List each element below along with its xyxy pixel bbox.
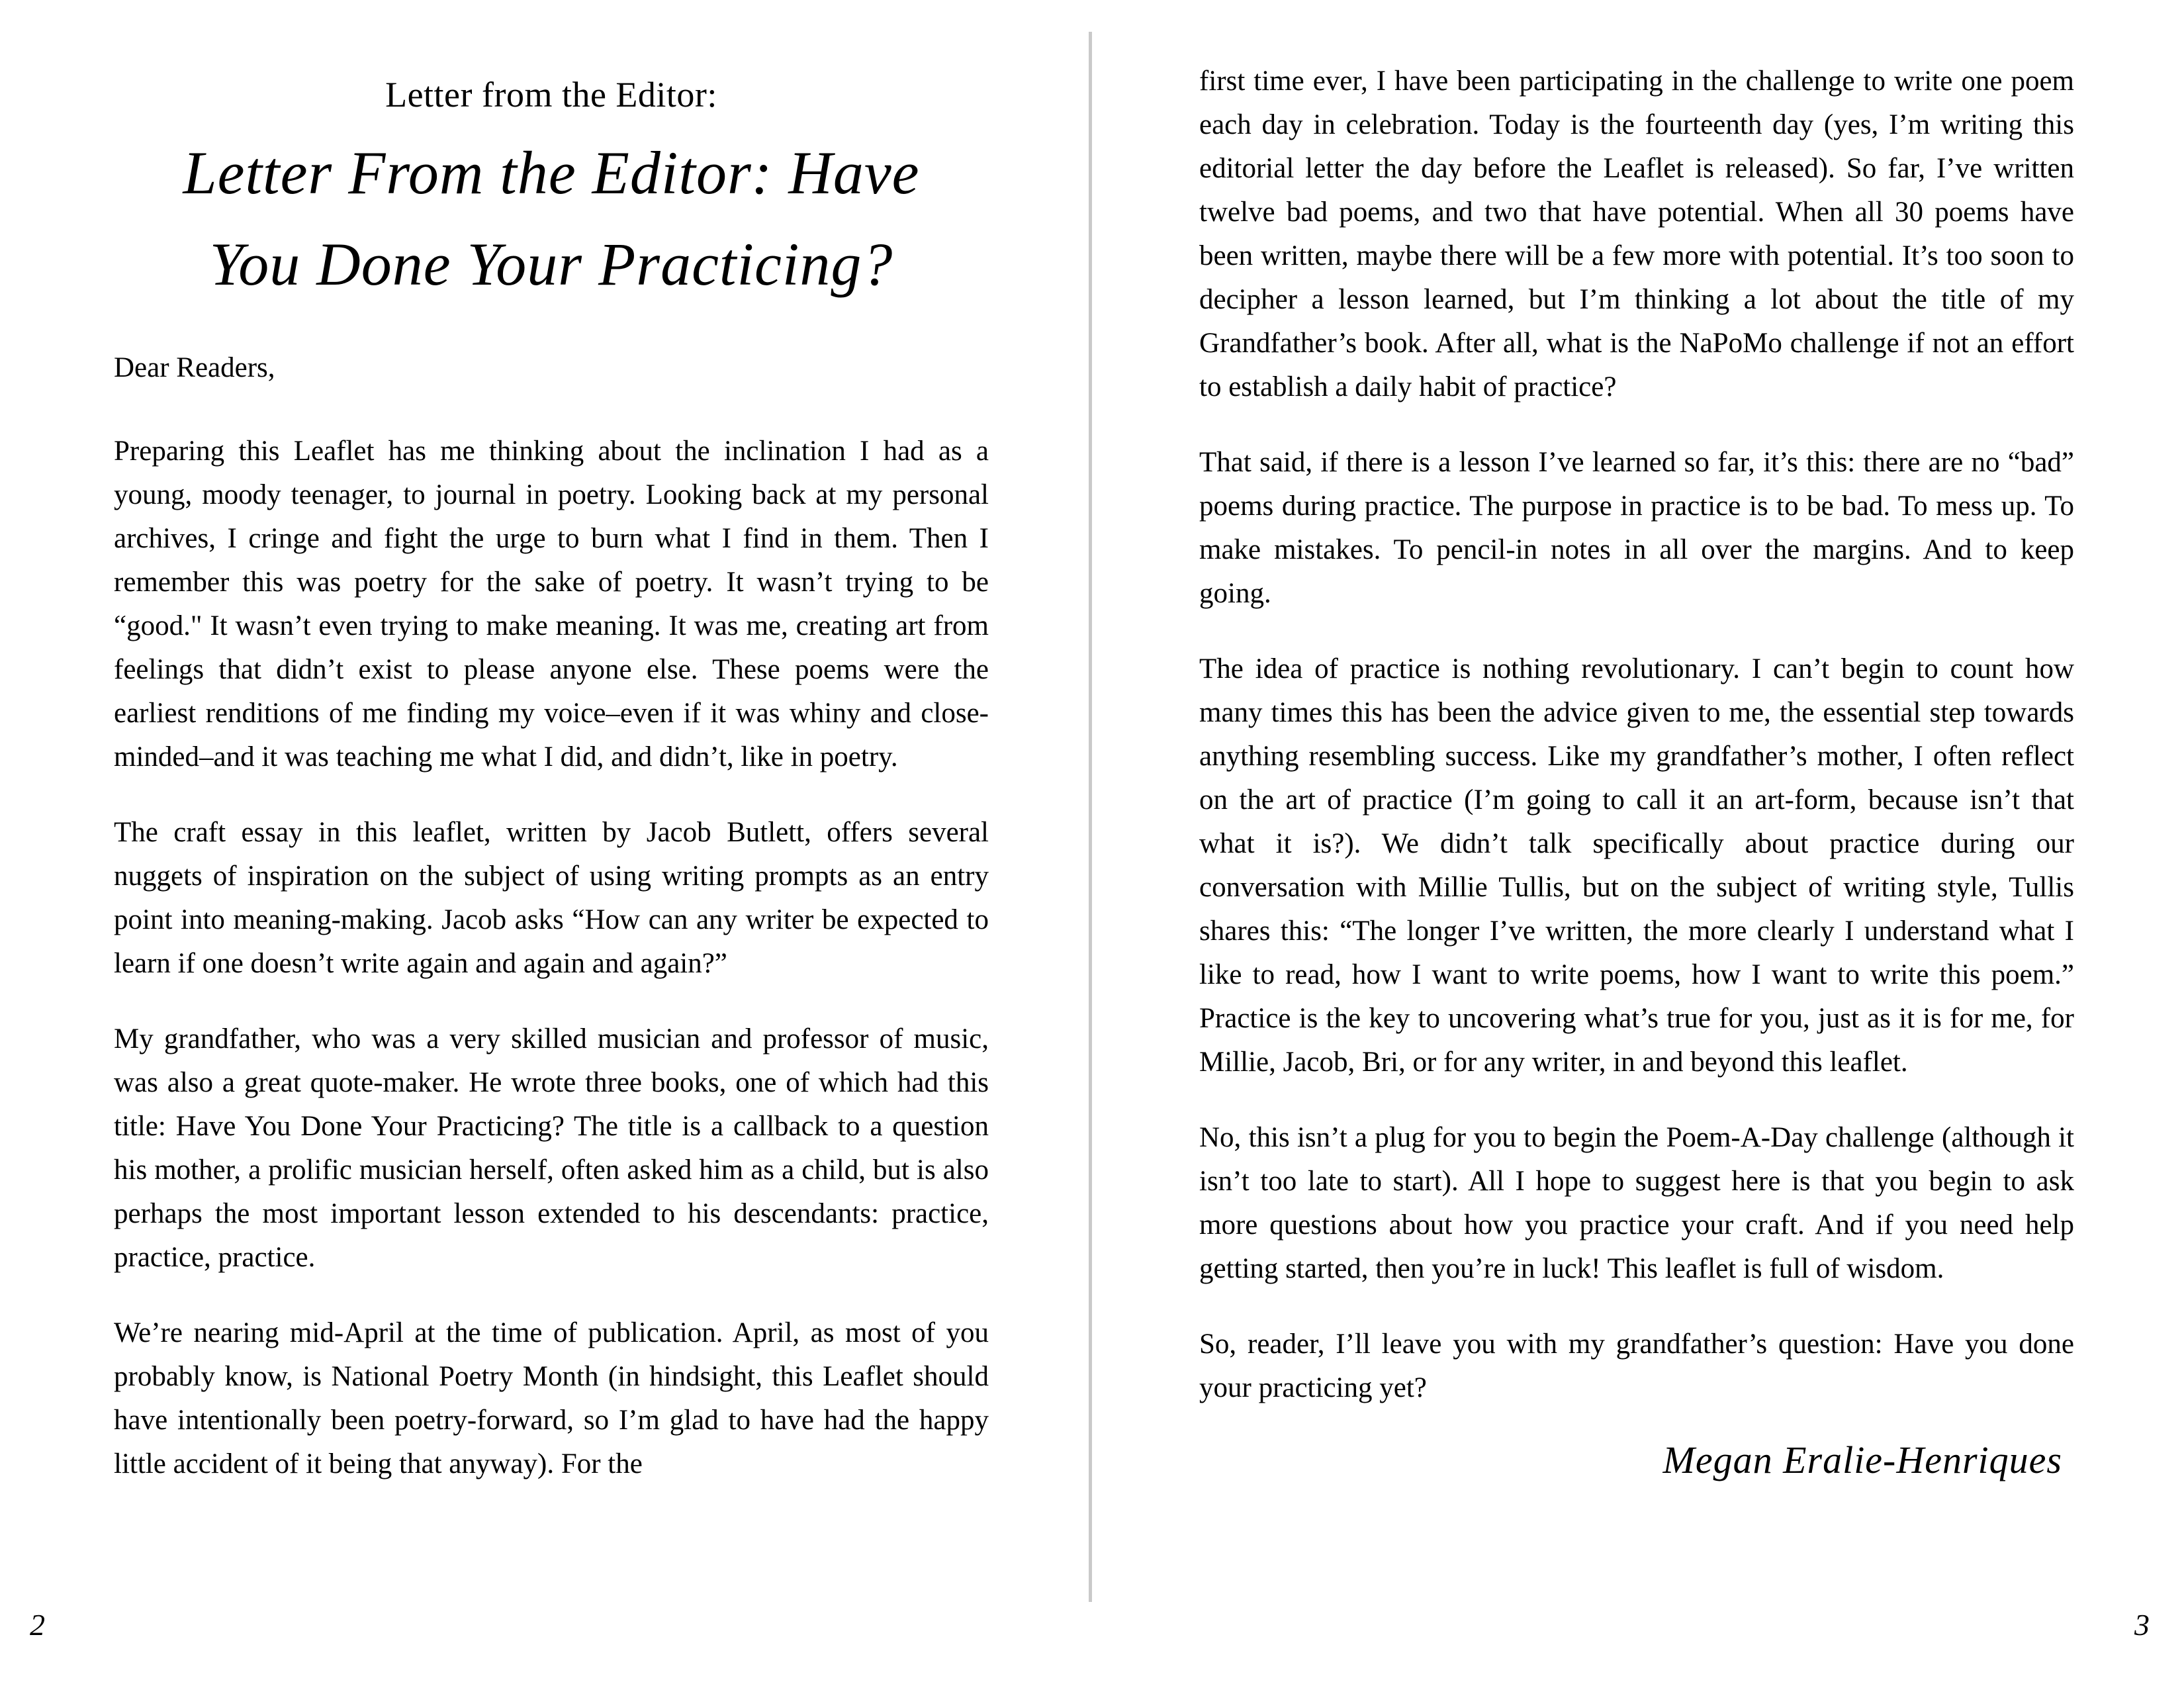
signature: Megan Eralie-Henriques [1662,1438,2062,1481]
page-left [114,74,989,1486]
page-right [1199,60,2074,1482]
paragraph: first time ever, I have been participating in the challenge to write one poem each day in celebration. Today is the fourteenth day (yes, I’m writing this editorial letter the day before the Leaflet is released). So far, I’ve written twelve bad poems, and two that have potential. When all 30 poems have been written, maybe there will be a few more with potential. It’s too soon to decipher a lesson learned, but I’m thinking a lot about the title of my Grandfather’s book. After all, what is the NaPoMo challenge if not an effort to establish a daily habit of practice? [1199,66,2074,402]
paragraph: So, reader, I’ll leave you with my grandfather’s question: Have you done your practicing yet? [1199,1329,2074,1403]
page-number-left: 2 [30,1608,45,1642]
page-divider [1089,32,1092,1602]
page-title: Letter from the Editor: [385,75,717,115]
paragraph: We’re nearing mid-April at the time of publication. April, as most of you probably know, is National Poetry Month (in hindsight, this Leaflet should have intentionally been poetry-forward, so I’m glad to have had the happy little accident of it being that anyway). For the [114,1317,989,1479]
script-heading: Letter From the Editor: Have You Done Your Practicing? [183,139,920,298]
paragraph: Preparing this Leaflet has me thinking about the inclination I had as a young, moody teenager, to journal in poetry. Looking back at my personal archives, I cringe and fight the urge to burn what I find in them. Then I remember this was poetry for the sake of poetry. It wasn’t trying to be “good." It wasn’t even trying to make meaning. It was me, creating art from feelings that didn’t exist to please anyone else. These poems were the earliest renditions of me finding my voice–even if it was whiny and close-minded–and it was teaching me what I did, and didn’t, like in poetry. [114,436,989,773]
paragraph: That said, if there is a lesson I’ve learned so far, it’s this: there are no “bad” poems during practice. The purpose in practice is to be bad. To mess up. To make mistakes. To pencil-in notes in all over the margins. And to keep going. [1199,447,2074,609]
paragraph: The idea of practice is nothing revolutionary. I can’t begin to count how many times this has been the advice given to me, the essential step towards anything resembling success. Like my grandfather’s mother, I often reflect on the art of practice (I’m going to call it an art-form, because isn’t that what it is?). We didn’t talk specifically about practice during our conversation with Millie Tullis, but on the subject of writing style, Tullis shares this: “The longer I’ve written, the more clearly I understand what I like to read, how I want to write poems, how I want to write this poem.” Practice is the key to uncovering what’s true for you, just as it is for me, for Millie, Jacob, Bri, or for any writer, in and beyond this leaflet. [1199,653,2074,1078]
salutation: Dear Readers, [114,352,275,383]
paragraph: My grandfather, who was a very skilled musician and professor of music, was also a great quote-maker. He wrote three books, one of which had this title: Have You Done Your Practicing? The title is a callback to a question his mother, a prolific musician herself, often asked him as a child, but is also perhaps the most important lesson extended to his descendants: practice, practice, practice. [114,1023,989,1273]
paragraph: The craft essay in this leaflet, written by Jacob Butlett, offers several nuggets of inspiration on the subject of using writing prompts as an entry point into meaning-making. Jacob asks “How can any writer be expected to learn if one doesn’t write again and again and again?” [114,817,989,979]
paragraph: No, this isn’t a plug for you to begin the Poem-A-Day challenge (although it isn’t too late to start). All I hope to suggest here is that you begin to ask more questions about how you practice your craft. And if you need help getting started, then you’re in luck! This leaflet is full of wisdom. [1199,1122,2074,1284]
page-number-right: 3 [2134,1608,2150,1642]
